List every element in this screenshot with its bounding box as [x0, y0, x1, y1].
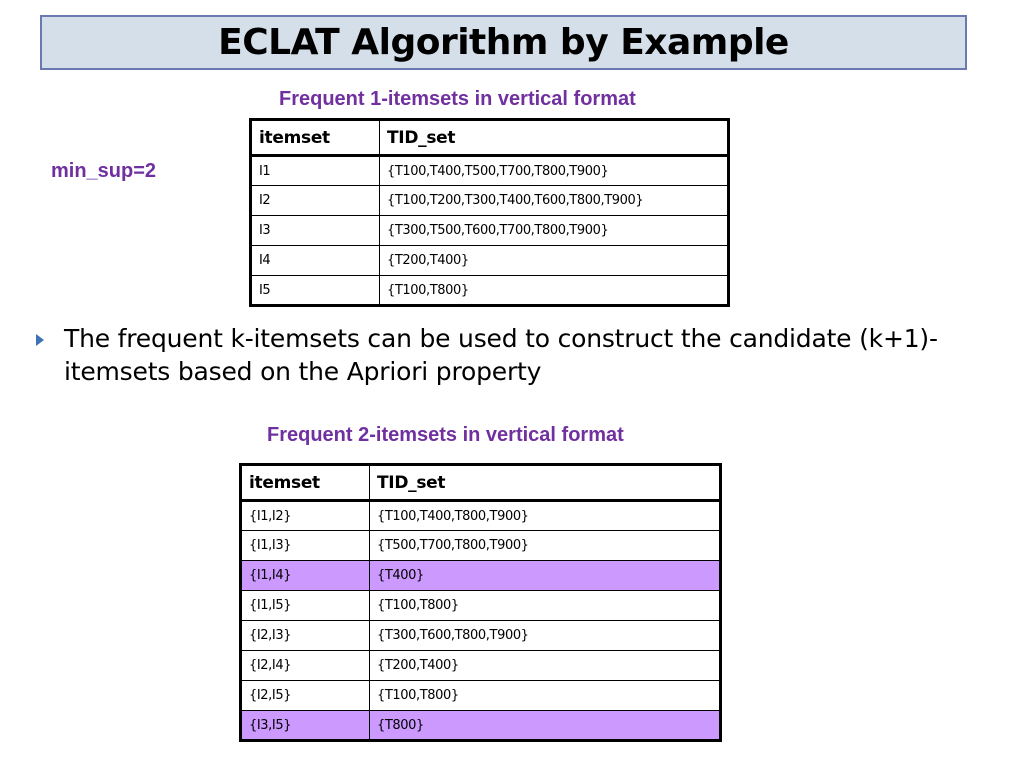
- table-header-row: [251, 120, 729, 156]
- itemset-cell: {I2,I4}: [241, 651, 370, 681]
- itemset-cell: I5: [251, 276, 380, 306]
- tid-set-cell: {T100,T200,T300,T400,T600,T800,T900}: [380, 186, 729, 216]
- itemset-cell: {I2,I3}: [241, 621, 370, 651]
- tid-set-cell: {T100,T400,T800,T900}: [370, 501, 721, 531]
- table-row: [251, 246, 729, 276]
- itemset-cell: {I1,I2}: [241, 501, 370, 531]
- table-row: [241, 531, 721, 561]
- tid-set-cell: {T800}: [370, 711, 721, 741]
- tid-set-cell: {T100,T400,T500,T700,T800,T900}: [380, 156, 729, 186]
- tid-set-cell: {T200,T400}: [370, 651, 721, 681]
- table-row: [251, 216, 729, 246]
- tid-set-cell: {T100,T800}: [370, 681, 721, 711]
- tid-set-cell: {T500,T700,T800,T900}: [370, 531, 721, 561]
- table-row: [251, 156, 729, 186]
- table2-caption: Frequent 2-itemsets in vertical format: [267, 424, 624, 446]
- title-bar: [40, 15, 967, 70]
- tid-set-cell: {T300,T600,T800,T900}: [370, 621, 721, 651]
- table-row: [241, 621, 721, 651]
- frequent-1-itemsets-table: [249, 118, 730, 307]
- min-sup-label: min_sup=2: [51, 160, 157, 182]
- tid-set-cell: {T100,T800}: [380, 276, 729, 306]
- table-header-row: [241, 465, 721, 501]
- itemset-cell: I2: [251, 186, 380, 216]
- slide-title: ECLAT Algorithm by Example: [218, 22, 789, 63]
- table-row: [241, 651, 721, 681]
- itemset-cell: {I1,I5}: [241, 591, 370, 621]
- table-row: [241, 501, 721, 531]
- table-row: [241, 711, 721, 741]
- itemset-cell: {I3,I5}: [241, 711, 370, 741]
- tid-set-cell: {T200,T400}: [380, 246, 729, 276]
- header-tid-set: TID_set: [370, 465, 721, 501]
- itemset-cell: {I2,I5}: [241, 681, 370, 711]
- bullet-point: [36, 322, 976, 388]
- itemset-cell: {I1,I4}: [241, 561, 370, 591]
- itemset-cell: I1: [251, 156, 380, 186]
- itemset-cell: I4: [251, 246, 380, 276]
- tid-set-cell: {T300,T500,T600,T700,T800,T900}: [380, 216, 729, 246]
- itemset-cell: I3: [251, 216, 380, 246]
- table-row: [251, 186, 729, 216]
- tid-set-cell: {T100,T800}: [370, 591, 721, 621]
- header-itemset: itemset: [251, 120, 380, 156]
- bullet-text: The frequent k-itemsets can be used to construct the candidate (k+1)-itemsets based on the Apriori property: [64, 324, 938, 386]
- table-row: [251, 276, 729, 306]
- header-tid-set: TID_set: [380, 120, 729, 156]
- header-itemset: itemset: [241, 465, 370, 501]
- tid-set-cell: {T400}: [370, 561, 721, 591]
- table-row: [241, 591, 721, 621]
- table-row: [241, 561, 721, 591]
- table1-caption: Frequent 1-itemsets in vertical format: [279, 88, 636, 110]
- triangle-right-icon: [36, 334, 44, 346]
- itemset-cell: {I1,I3}: [241, 531, 370, 561]
- frequent-2-itemsets-table: [239, 463, 722, 742]
- table-row: [241, 681, 721, 711]
